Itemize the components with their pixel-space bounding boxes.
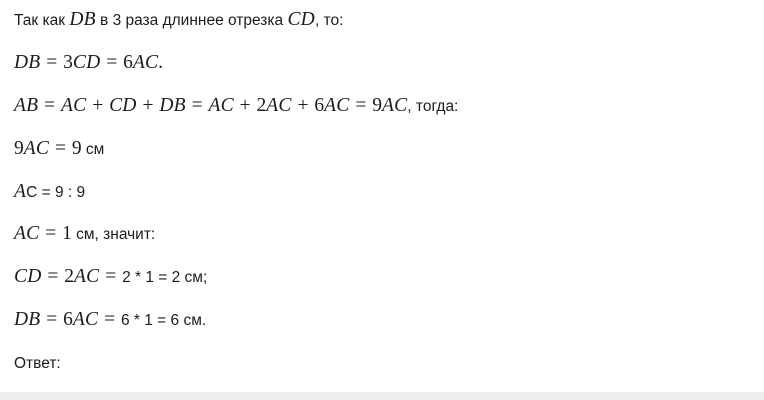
run-math: AC — [266, 94, 292, 116]
run-math: DB — [14, 309, 41, 331]
run-math: DB — [69, 9, 96, 30]
run-op: = — [350, 94, 372, 116]
run-op: + — [234, 94, 256, 116]
run-text: см — [81, 140, 105, 158]
math-line-db-result — [14, 308, 750, 332]
run-num: 6 — [314, 94, 325, 116]
run-num: . — [158, 51, 164, 73]
math-line-ab-sum — [14, 94, 750, 118]
run-op: = — [41, 51, 63, 73]
run-text: см, значит: — [71, 226, 156, 244]
run-math: AC — [72, 309, 99, 331]
bottom-divider-bar — [0, 392, 764, 400]
run-math: AC — [60, 94, 87, 116]
run-num: 9 — [71, 137, 82, 159]
math-line-db-equals — [14, 51, 750, 75]
run-op: = — [99, 309, 120, 331]
run-text: , тогда: — [407, 97, 459, 115]
run-text: С = 9 : 9 — [26, 183, 86, 201]
run-text: , то: — [314, 12, 344, 29]
run-num: 9 — [14, 137, 24, 159]
run-math: AC — [324, 94, 350, 116]
run-op: = — [41, 309, 63, 331]
run-math: AC — [14, 223, 40, 245]
run-math: CD — [14, 266, 42, 288]
run-math: AC — [132, 51, 159, 73]
run-math: CD — [72, 51, 101, 73]
run-op: = — [42, 266, 64, 288]
run-num: 2 — [64, 266, 74, 288]
run-math: A — [14, 180, 27, 202]
run-op: = — [40, 223, 62, 245]
run-op: = — [100, 266, 122, 288]
run-text: Так как — [14, 12, 70, 29]
answer-label: Ответ: — [14, 354, 61, 372]
run-op: = — [50, 137, 71, 159]
run-math: DB — [159, 94, 186, 116]
run-op: + — [87, 94, 109, 116]
run-math: AB — [14, 94, 39, 116]
run-math: CD — [287, 9, 315, 30]
run-num: 6 — [63, 309, 73, 331]
run-op: + — [137, 94, 159, 116]
run-text: 6 * 1 = 6 см. — [120, 312, 207, 330]
math-line-premise — [14, 8, 750, 32]
run-op: = — [101, 51, 123, 73]
run-math: AC — [208, 94, 234, 116]
run-op: + — [292, 94, 314, 116]
run-math: DB — [14, 51, 41, 73]
math-line-cd-result — [14, 265, 750, 289]
math-line-ac-result — [14, 222, 750, 246]
run-num: 6 — [123, 51, 133, 73]
run-num: 3 — [63, 51, 73, 73]
run-text: в 3 раза длиннее отрезка — [95, 12, 288, 29]
run-math: CD — [109, 94, 137, 116]
run-math: AC — [74, 266, 100, 288]
run-op: = — [186, 94, 208, 116]
run-num: 2 — [256, 94, 267, 116]
run-math: AC — [23, 137, 50, 159]
math-line-ac-div — [14, 180, 750, 204]
run-num: 1 — [62, 223, 72, 245]
run-math: AC — [381, 94, 408, 116]
run-text: 2 * 1 = 2 см; — [122, 269, 208, 287]
run-num: 9 — [372, 94, 382, 116]
math-line-9ac — [14, 137, 750, 161]
run-op: = — [39, 94, 60, 116]
